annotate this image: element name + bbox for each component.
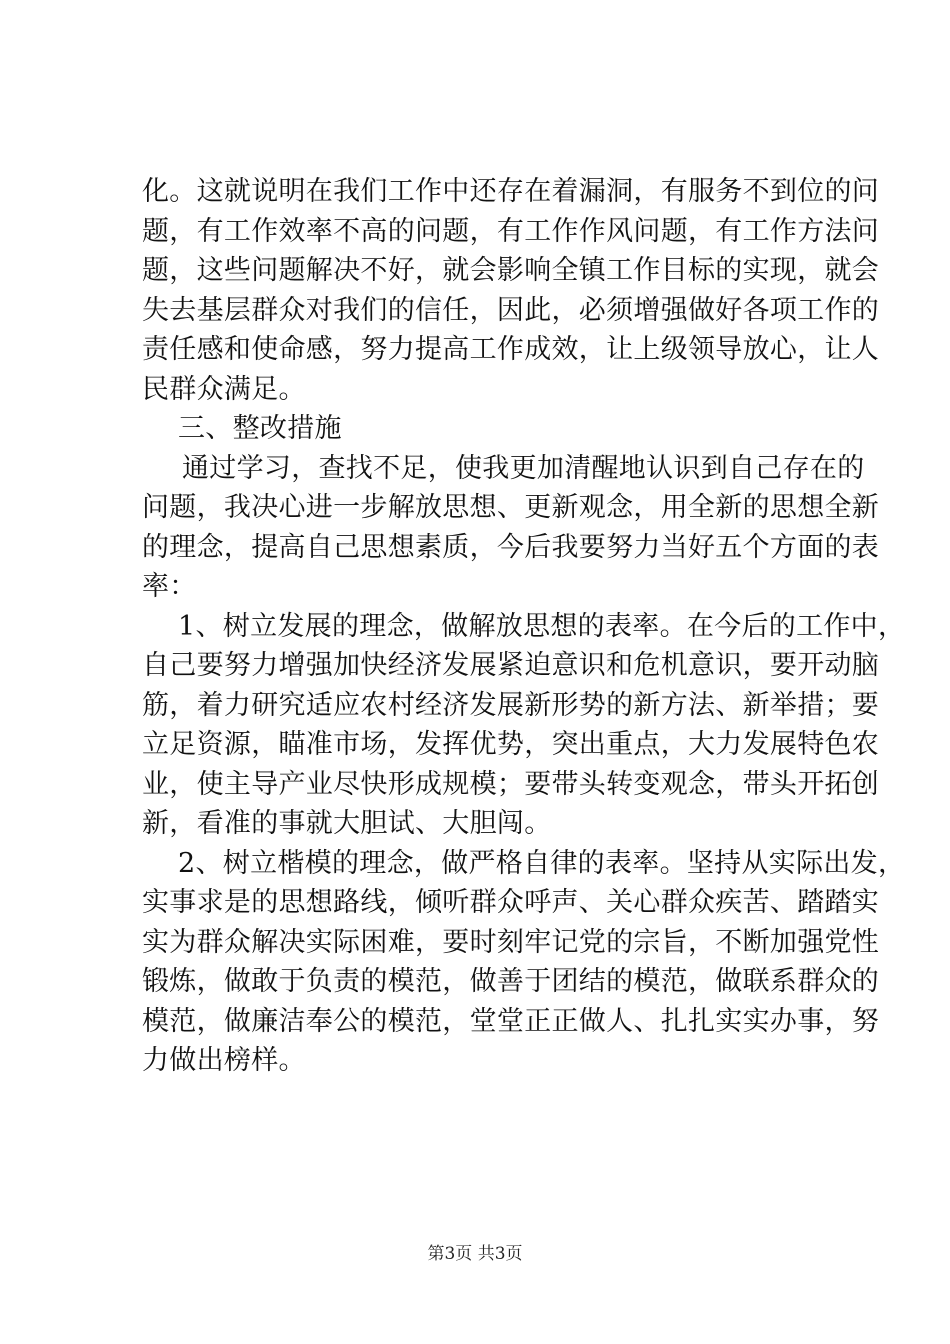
page-number: 第3页 共3页 (427, 1244, 523, 1264)
text-line: 立足资源，瞄准市场，发挥优势，突出重点，大力发展特色农 (142, 729, 880, 760)
text-line: 新，看准的事就大胆试、大胆闯。 (142, 808, 552, 839)
text-line: 实事求是的思想路线，倾听群众呼声、关心群众疾苦、踏踏实 (142, 887, 880, 918)
text-line: 问题，我决心进一步解放思想、更新观念，用全新的思想全新 (142, 492, 880, 523)
text-line: 化。这就说明在我们工作中还存在着漏洞，有服务不到位的问 (142, 176, 880, 207)
text-line: 失去基层群众对我们的信任，因此，必须增强做好各项工作的 (142, 294, 880, 326)
text-line: 通过学习，查找不足，使我更加清醒地认识到自己存在的 (182, 452, 865, 484)
text-line: 1、树立发展的理念，做解放思想的表率。在今后的工作中， (178, 610, 906, 642)
text-line: 责任感和使命感，努力提高工作成效，让上级领导放心，让人 (142, 334, 880, 365)
text-line: 锻炼，做敢于负责的模范，做善于团结的模范，做联系群众的 (142, 966, 880, 997)
page-footer (0, 1243, 950, 1265)
text-line: 2、树立楷模的理念，做严格自律的表率。坚持从实际出发， (178, 847, 906, 879)
text-line: 实为群众解决实际困难，要时刻牢记党的宗旨，不断加强党性 (142, 926, 880, 958)
text-line: 筋，着力研究适应农村经济发展新形势的新方法、新举措；要 (142, 689, 880, 721)
text-line: 自己要努力增强加快经济发展紧迫意识和危机意识，要开动脑 (142, 650, 880, 681)
text-line: 力做出榜样。 (142, 1045, 306, 1076)
text-line: 率： (142, 571, 197, 602)
text-line: 模范，做廉洁奉公的模范，堂堂正正做人、扎扎实实办事，努 (142, 1005, 880, 1037)
document-body (142, 172, 906, 1081)
text-line: 业，使主导产业尽快形成规模；要带头转变观念，带头开拓创 (142, 768, 880, 800)
text-line: 题，这些问题解决不好，就会影响全镇工作目标的实现，就会 (142, 255, 880, 286)
text-line: 的理念，提高自己思想素质，今后我要努力当好五个方面的表 (142, 531, 880, 563)
section-heading: 三、整改措施 (178, 413, 342, 444)
text-line: 题，有工作效率不高的问题，有工作作风问题，有工作方法问 (142, 215, 880, 247)
text-line: 民群众满足。 (142, 373, 306, 405)
